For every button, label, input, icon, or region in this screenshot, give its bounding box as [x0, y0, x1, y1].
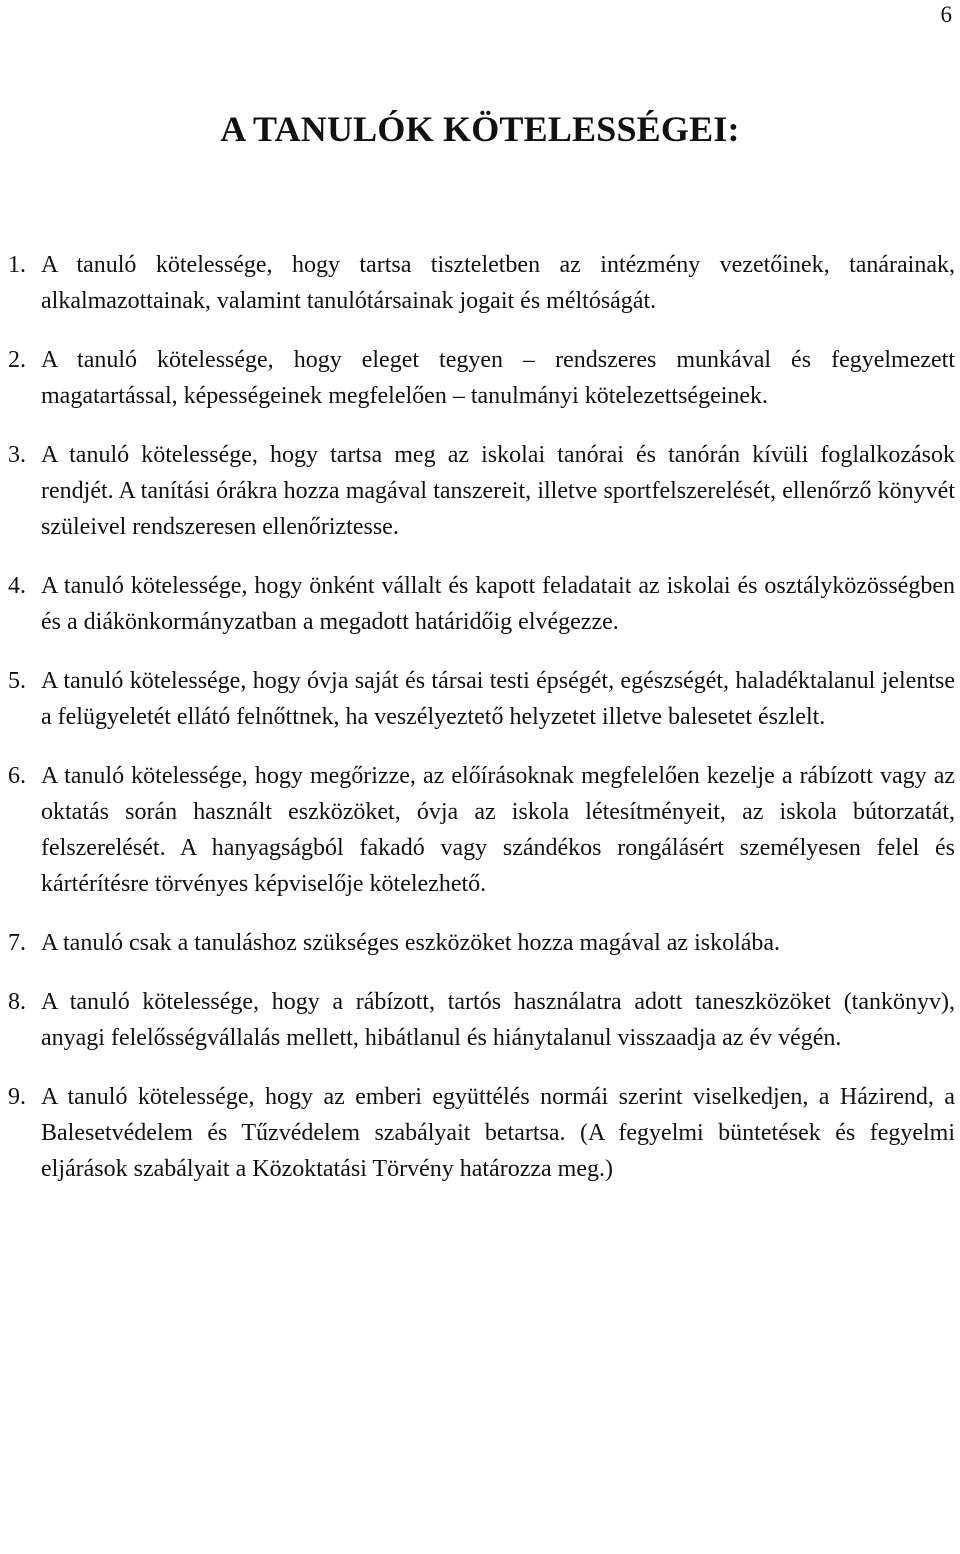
list-item: [0, 1079, 955, 1187]
list-item-text: A tanuló csak a tanuláshoz szükséges eszközöket hozza magával az iskolába.: [41, 930, 781, 956]
list-item: [0, 925, 955, 961]
list-item-number: 9.: [8, 1084, 26, 1110]
page-number: 6: [940, 2, 952, 27]
list-item: [0, 342, 955, 414]
list-item-text: A tanuló kötelessége, hogy tartsa meg az iskolai tanórai és tanórán kívüli foglalkozások rendjét. A tanítási órákra hozza magával tanszereit, illetve sportfelszerelését, ellenőrző könyvét szüleivel rendszeresen ellenőriztesse.: [41, 442, 955, 540]
list-item-number: 7.: [8, 930, 26, 956]
list-item-number: 3.: [8, 442, 26, 468]
list-item-text: A tanuló kötelessége, hogy önként vállalt és kapott feladatait az iskolai és osztályközösségben és a diákönkormányzatban a megadott határidőig elvégezze.: [41, 573, 955, 635]
list-item-text: A tanuló kötelessége, hogy tartsa tiszteletben az intézmény vezetőinek, tanárainak, alkalmazottainak, valamint tanulótársainak jogait és méltóságát.: [41, 252, 955, 314]
list-item: [0, 758, 955, 902]
list-item: [0, 247, 955, 319]
list-item-number: 1.: [8, 252, 26, 278]
list-item-text: A tanuló kötelessége, hogy eleget tegyen – rendszeres munkával és fegyelmezett magatartással, képességeinek megfelelően – tanulmányi kötelezettségeinek.: [41, 347, 955, 409]
list-item-text: A tanuló kötelessége, hogy az emberi együttélés normái szerint viselkedjen, a Házirend, a Balesetvédelem és Tűzvédelem szabályait betartsa. (A fegyelmi büntetések és fegyelmi eljárások szabályait a Közoktatási Törvény határozza meg.): [41, 1084, 955, 1182]
list-item-number: 5.: [8, 668, 26, 694]
page-title: A TANULÓK KÖTELESSÉGEI:: [220, 109, 740, 149]
duties-list: [0, 247, 955, 1210]
list-item-number: 4.: [8, 573, 26, 599]
list-item: [0, 984, 955, 1056]
list-item: [0, 663, 955, 735]
list-item: [0, 568, 955, 640]
list-item: [0, 437, 955, 545]
list-item-number: 2.: [8, 347, 26, 373]
list-item-text: A tanuló kötelessége, hogy a rábízott, tartós használatra adott taneszközöket (tankönyv), anyagi felelősségvállalás mellett, hibátlanul és hiánytalanul visszaadja az év végén.: [41, 989, 955, 1051]
list-item-number: 6.: [8, 763, 26, 789]
list-item-text: A tanuló kötelessége, hogy óvja saját és társai testi épségét, egészségét, haladéktalanul jelentse a felügyeletét ellátó felnőttnek, ha veszélyeztető helyzetet illetve balesetet észlelt.: [41, 668, 955, 730]
list-item-text: A tanuló kötelessége, hogy megőrizze, az előírásoknak megfelelően kezelje a rábízott vagy az oktatás során használt eszközöket, óvja az iskola létesítményeit, az iskola bútorzatát, felszerelését. A hanyagságból fakadó vagy szándékos rongálásért személyesen felel és kártérítésre törvényes képviselője kötelezhető.: [41, 763, 955, 897]
list-item-number: 8.: [8, 989, 26, 1015]
